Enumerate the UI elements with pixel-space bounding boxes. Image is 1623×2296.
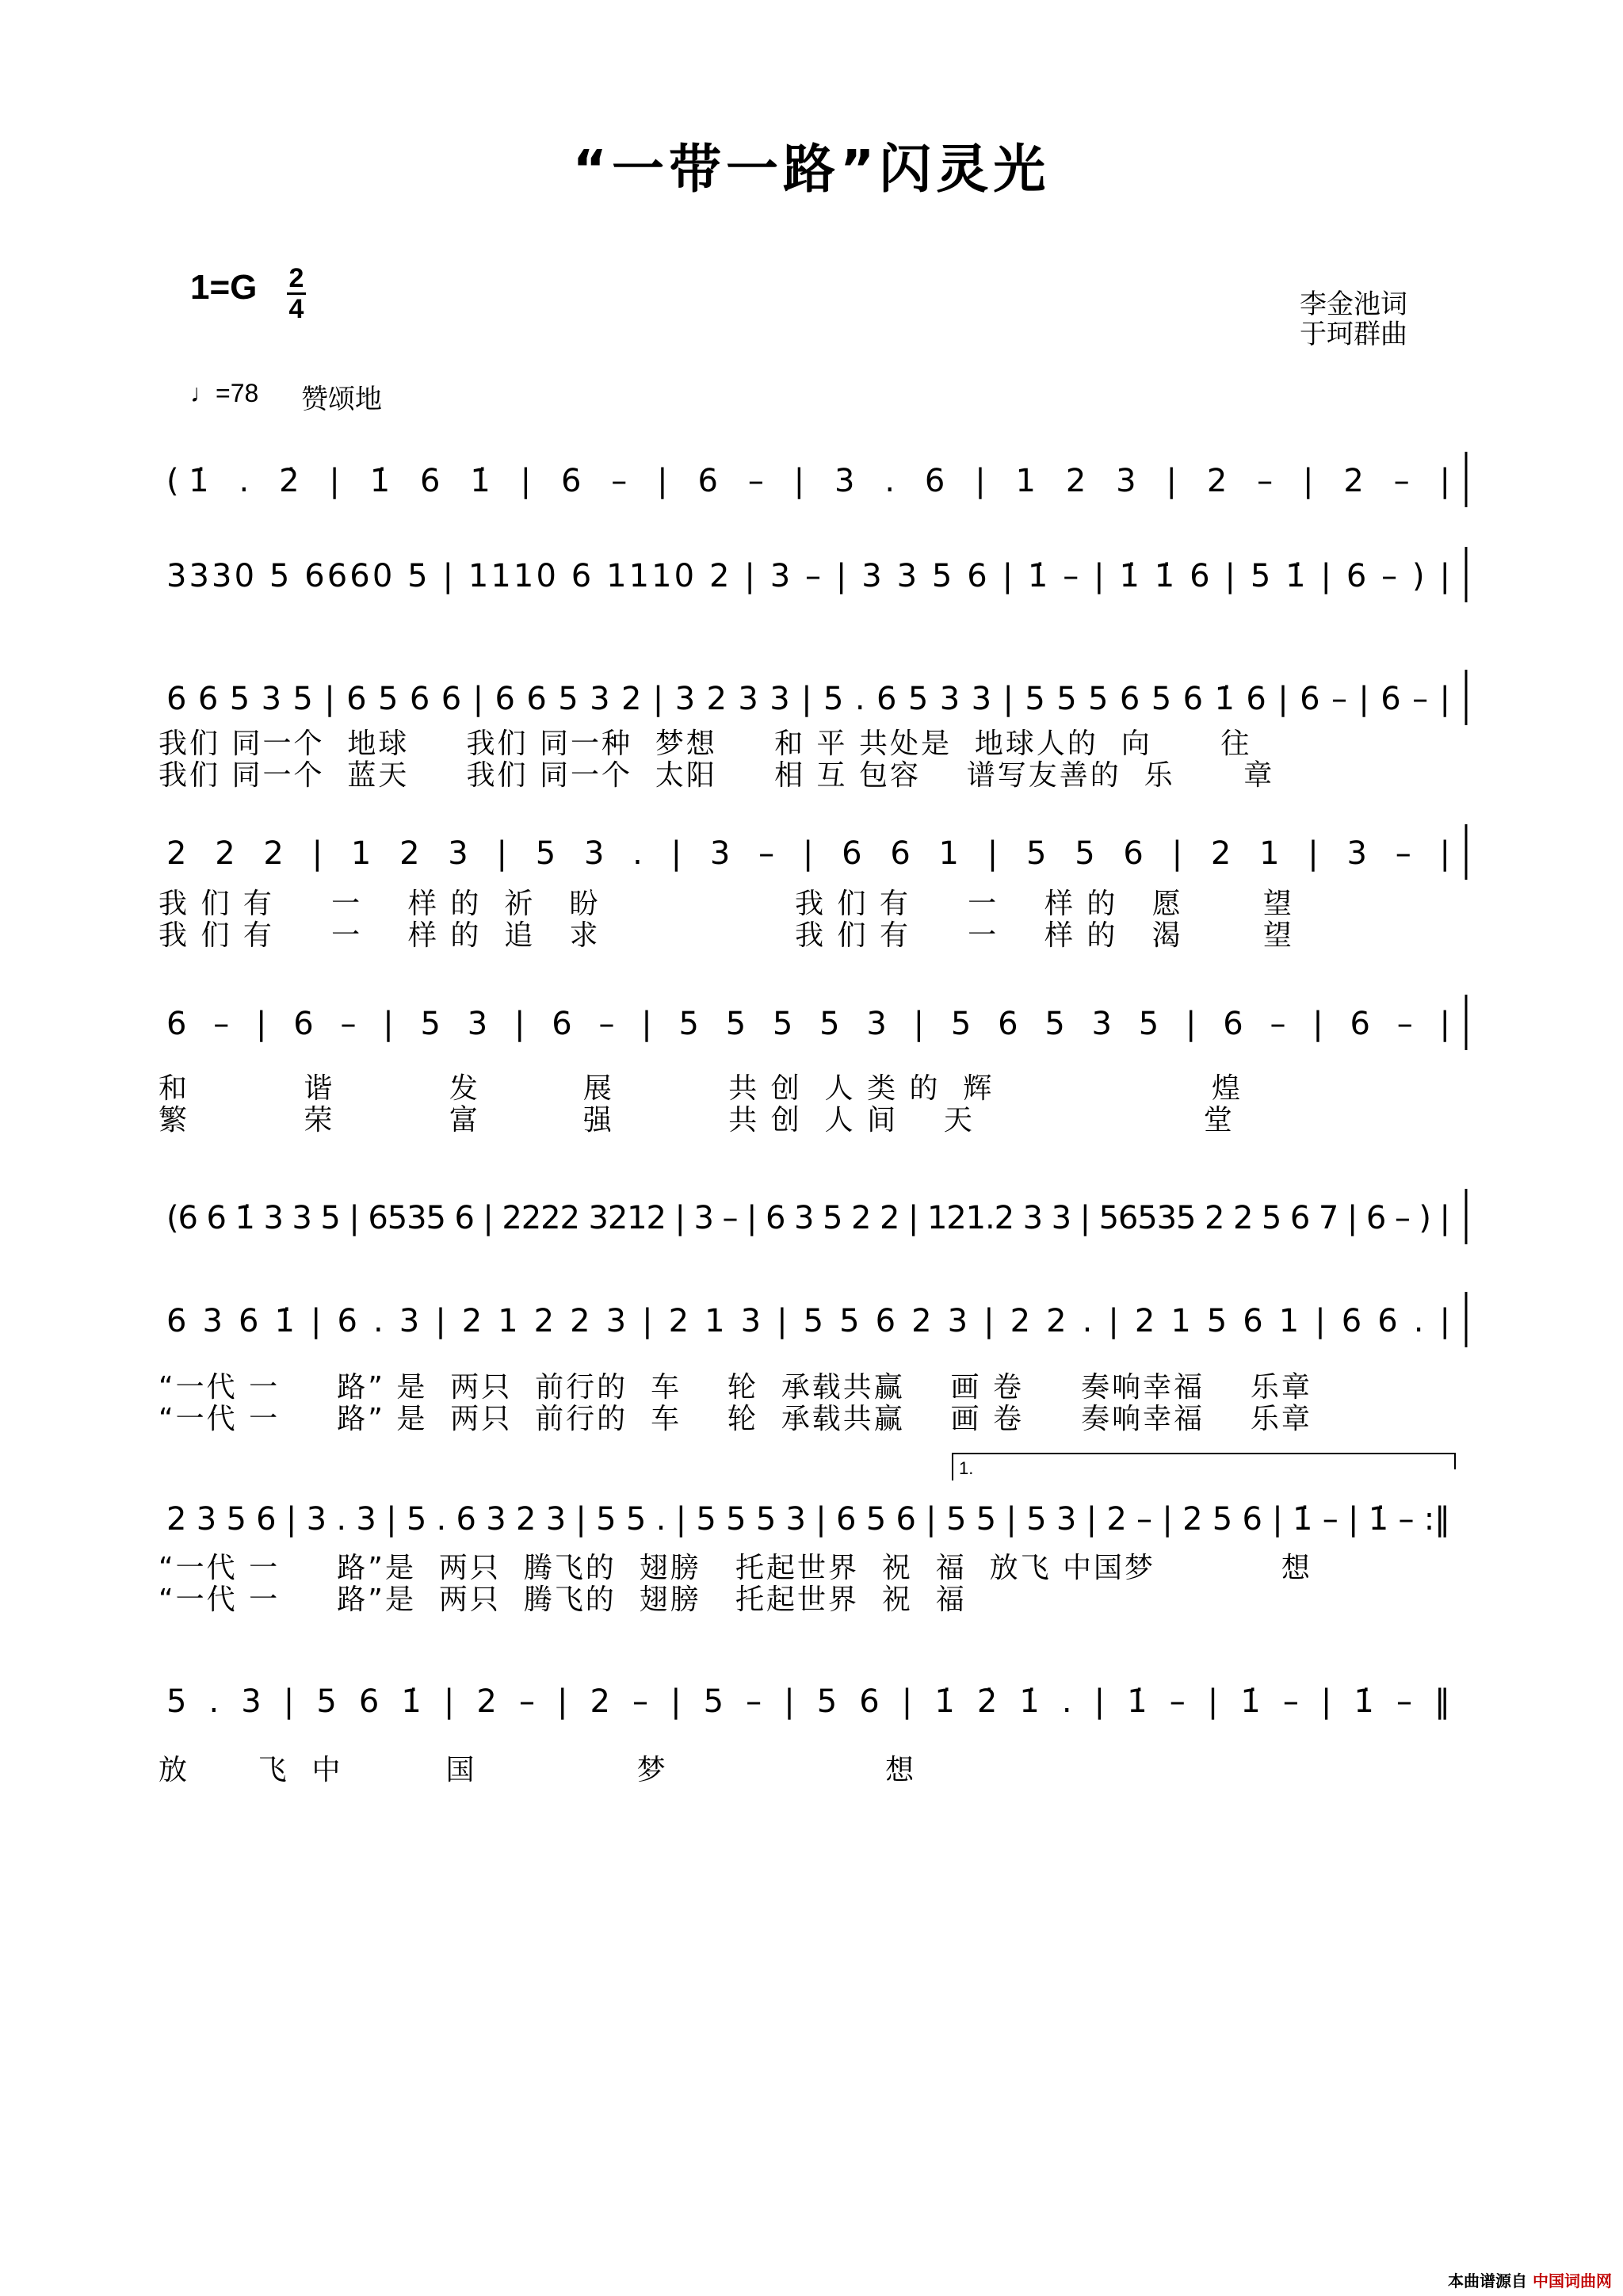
notation-row-5 [158, 995, 1474, 1050]
lyric-line-8b: “一代 一 路”是 两只 腾飞的 翅膀 托起世界 祝 福 [158, 1584, 967, 1616]
notes-row-7: 6 3 6 1̇ | 6 . 3 | 2 1 2 2 3 | 2 1 3 | 5 5 6 2 3 | 2 2 . | 2 1 5 6 1 | 6 6 . | [166, 1303, 1450, 1339]
notation-row-1 [158, 452, 1474, 507]
lyricist-credit: 李金池词 [1300, 288, 1407, 320]
tempo-marking: ♩=78 [190, 379, 259, 407]
lyric-line-7b: “一代 一 路” 是 两只 前行的 车 轮 承载共赢 画 卷 奏响幸福 乐章 [158, 1403, 1312, 1435]
lyric-line-3a: 我们 同一个 地球 我们 同一种 梦想 和 平 共处是 地球人的 向 往 [158, 728, 1252, 760]
notes-row-9: 5 . 3 | 5 6 1̇ | 2 – | 2 – | 5 – | 5 6 | 1̇ 2̇ 1̇ . | 1̇ – | 1̇ – | 1̇ – ‖ [166, 1683, 1451, 1720]
notes-row-3: 6 6 5 3 5 | 6 5 6 6 | 6 6 5 3 2 | 3 2 3 3 | 5 . 6 5 3 3 | 5 5 5 6 5 6 1̇ 6 | 6 – | 6 – | [166, 681, 1450, 717]
notation-row-3 [158, 670, 1474, 725]
source-watermark [1448, 2268, 1612, 2291]
notes-row-6: (6 6 1̇ 3 3 5 | 6535 6 | 2222 3212 | 3 – | 6 3 5 2 2 | 121.2 3 3 | 56535 2 2 5 6 7 | 6 – ) | [166, 1200, 1450, 1236]
lyric-line-3b: 我们 同一个 蓝天 我们 同一个 太阳 相 互 包容 谱写友善的 乐 章 [158, 759, 1275, 792]
expression-marking: 赞颂地 [301, 384, 382, 415]
lyric-line-5a: 和 谐 发 展 共 创 人 类 的 辉 煌 [158, 1072, 1243, 1105]
notes-row-5: 6 – | 6 – | 5 3 | 6 – | 5 5 5 5 3 | 5 6 5 3 5 | 6 – | 6 – | [166, 1006, 1451, 1042]
notation-row-6 [158, 1189, 1474, 1244]
notes-row-8: 2 3 5 6 | 3 . 3 | 5 . 6 3 2 3 | 5 5 . | 5 5 5 3 | 6 5 6 | 5 5 | 5 3 | 2 – | 2 5 6 | 1̇ – | 1̇ – :‖ [166, 1501, 1450, 1538]
notation-row-2 [158, 547, 1474, 602]
notes-row-2: 3330 5 6660 5 | 1110 6 1110 2 | 3 – | 3 3 5 6 | 1̇ – | 1̇ 1̇ 6 | 5 1̇ | 6 – ) | [166, 558, 1450, 594]
notation-row-4 [158, 824, 1474, 880]
lyric-line-4b: 我 们 有 一 样 的 追 求 我 们 有 一 样 的 渴 望 [158, 919, 1294, 952]
time-signature-bottom: 4 [288, 294, 304, 324]
first-ending-label: 1. [959, 1458, 974, 1478]
lyric-line-9a: 放 飞 中 国 梦 想 [158, 1754, 917, 1786]
composer-credit: 于珂群曲 [1300, 319, 1407, 350]
time-signature-top: 2 [288, 263, 304, 293]
watermark-right: 中国词曲网 [1533, 2271, 1612, 2290]
notation-row-9 [158, 1672, 1474, 1728]
notes-row-4: 2 2 2 | 1 2 3 | 5 3 . | 3 – | 6 6 1 | 5 5 6 | 2 1 | 3 – | [166, 835, 1450, 872]
first-ending-bracket [951, 1450, 1458, 1482]
notation-row-8 [158, 1490, 1474, 1545]
song-title: “一带一路”闪灵光 [572, 139, 1051, 200]
lyric-line-7a: “一代 一 路” 是 两只 前行的 车 轮 承载共赢 画 卷 奏响幸福 乐章 [158, 1371, 1312, 1404]
watermark-left: 本曲谱源自 [1448, 2271, 1528, 2290]
lyric-line-4a: 我 们 有 一 样 的 祈 盼 我 们 有 一 样 的 愿 望 [158, 888, 1294, 920]
lyric-line-8a: “一代 一 路”是 两只 腾飞的 翅膀 托起世界 祝 福 放飞 中国梦 想 [158, 1552, 1312, 1584]
lyric-line-5b: 繁 荣 富 强 共 创 人 间 天 堂 [158, 1104, 1235, 1137]
notes-row-1: (1̇ . 2̇ | 1̇ 6 1̇ | 6 – | 6 – | 3 . 6 | 1 2 3 | 2 – | 2 – | [166, 463, 1450, 499]
time-signature [287, 263, 306, 324]
key-signature: 1=G [190, 268, 258, 307]
notation-row-7 [158, 1292, 1474, 1347]
